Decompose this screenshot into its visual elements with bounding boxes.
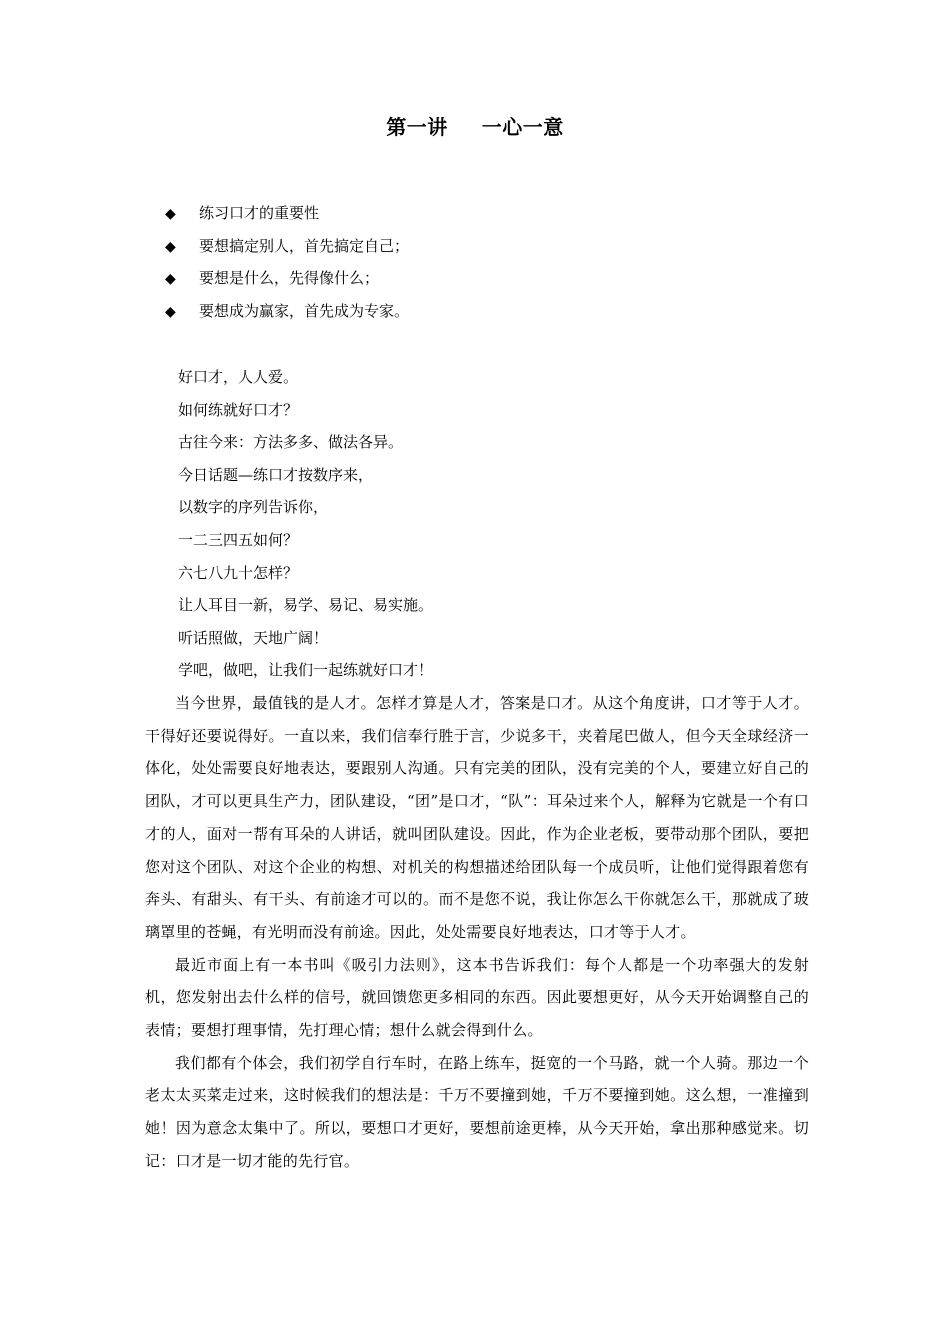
key-point (165, 197, 785, 230)
paragraph: 最近市面上有一本书叫《吸引力法则》，这本书告诉我们：每个人都是一个功率强大的发射机，您发射出去什么样的信号，就回馈您更多相同的东西。因此要想更好，从今天开始调整自己的表情；要想打理事情，先打理心情；想什么就会得到什么。 (145, 955, 809, 1040)
key-point (165, 230, 785, 263)
paragraph: 我们都有个体会，我们初学自行车时，在路上练车，挺宽的一个马路，就一个人骑。那边一个老太太买菜走过来，这时候我们的想法是：千万不要撞到她，千万不要撞到她。这么想，一准撞到她！因为意念太集中了。所以，要想口才更好，要想前途更棒，从今天开始，拿出那种感觉来。切记：口才是一切才能的先行官。 (145, 1053, 809, 1170)
lecture-title (0, 112, 950, 142)
lecture-number: 第一讲 (386, 115, 448, 139)
diamond-bullet-icon: ◆ (165, 303, 176, 320)
diamond-bullet-icon: ◆ (165, 271, 176, 287)
verse-line: 好口才，人人爱。 (178, 368, 299, 386)
verse-line: 六七八九十怎样？ (178, 563, 299, 582)
key-point (165, 295, 785, 328)
key-point-text: 要想搞定别人，首先搞定自己； (199, 236, 410, 255)
key-point-text: 要想成为赢家，首先成为专家。 (199, 301, 410, 320)
verse-line: 听话照做，天地广阔！ (178, 628, 329, 647)
body-text (145, 687, 809, 1178)
verse-line: 今日话题—练口才按数序来， (178, 465, 374, 484)
verse-line: 让人耳目一新，易学、易记、易实施。 (178, 596, 434, 615)
verse-line: 如何练就好口才？ (178, 400, 299, 419)
intro-verse (178, 361, 798, 687)
key-points-list (165, 197, 785, 327)
key-point-text: 要想是什么，先得像什么； (199, 269, 380, 287)
verse-line: 一二三四五如何？ (178, 530, 299, 549)
diamond-bullet-icon: ◆ (165, 238, 176, 255)
verse-line: 以数字的序列告诉你， (178, 498, 329, 517)
diamond-bullet-icon: ◆ (165, 206, 176, 222)
verse-line: 学吧，做吧，让我们一起练就好口才！ (178, 661, 434, 680)
lecture-name: 一心一意 (481, 115, 564, 139)
key-point (165, 262, 785, 295)
verse-line: 古往今来：方法多多、做法各异。 (178, 433, 404, 452)
paragraph: 当今世界，最值钱的是人才。怎样才算是人才，答案是口才。从这个角度讲，口才等于人才。干得好还要说得好。一直以来，我们信奉行胜于言，少说多干，夹着尾巴做人，但今天全球经济一体化，处处需要良好地表达，要跟别人沟通。只有完美的团队，没有完美的个人，要建立好自己的团队，才可以更具生产力，团队建设，“团”是口才，“队”：耳朵过来个人，解释为它就是一个有口才的人，面对一帮有耳朵的人讲话，就叫团队建设。因此，作为企业老板，要带动那个团队，要把您对这个团队、对这个企业的构想、对机关的构想描述给团队每一个成员听，让他们觉得跟着您有奔头、有甜头、有干头、有前途才可以的。而不是您不说，我让你怎么干你就怎么干，那就成了玻璃罩里的苍蝇，有光明而没有前途。因此，处处需要良好地表达，口才等于人才。 (145, 694, 809, 941)
key-point-text: 练习口才的重要性 (199, 204, 320, 222)
